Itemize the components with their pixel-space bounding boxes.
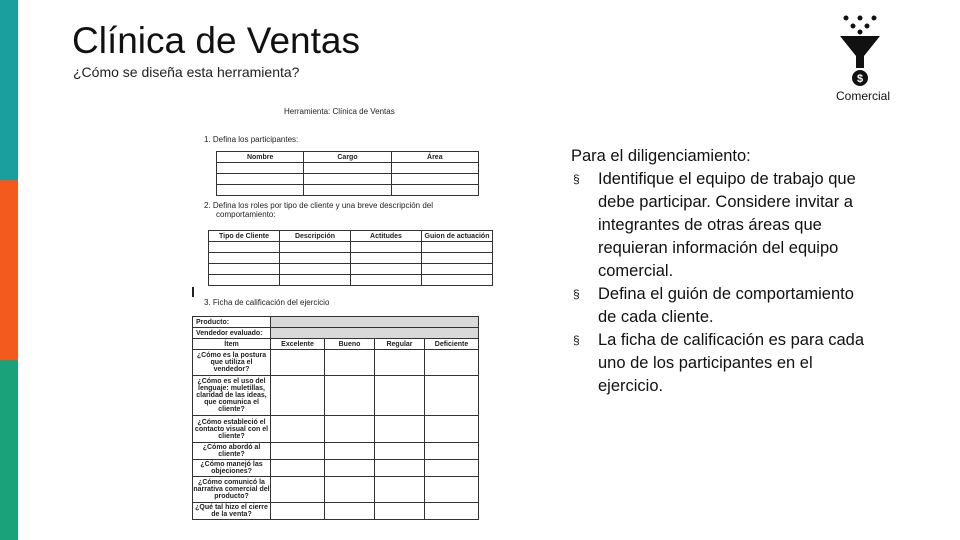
instructions-list xyxy=(571,168,871,398)
stripe-bottom xyxy=(0,360,18,540)
list-item xyxy=(571,329,871,398)
doc-section-2: 2. Defina los roles por tipo de cliente y una breve descripción del xyxy=(204,201,434,210)
list-item xyxy=(571,283,871,329)
item-cell: ¿Cómo es la postura que utiliza el vendedor? xyxy=(193,350,271,376)
instructions-intro: Para el diligenciamiento: xyxy=(571,147,751,165)
doc-title: Herramienta: Clínica de Ventas xyxy=(284,107,395,116)
table-header: Deficiente xyxy=(425,339,479,350)
table-header: Descripción xyxy=(280,231,351,242)
stripe-top xyxy=(0,0,18,180)
item-cell: ¿Cómo manejó las objeciones? xyxy=(193,460,271,477)
table-header: Tipo de Cliente xyxy=(209,231,280,242)
table-header: Actitudes xyxy=(351,231,422,242)
doc-section-1: 1. Defina los participantes: xyxy=(204,135,299,144)
funnel-dollar-icon xyxy=(826,10,894,90)
stripe-middle xyxy=(0,180,18,360)
table-header: Bueno xyxy=(325,339,375,350)
table-header: Guion de actuación xyxy=(422,231,493,242)
product-label: Producto: xyxy=(193,317,271,328)
table-header: Área xyxy=(391,152,478,163)
item-cell: ¿Qué tal hizo el cierre de la venta? xyxy=(193,503,271,520)
table-header: Ítem xyxy=(193,339,271,350)
table-header: Excelente xyxy=(271,339,325,350)
item-cell: ¿Cómo es el uso del lenguaje: muletillas, claridad de las ideas, que comunica el cliente? xyxy=(193,376,271,416)
doc-section-3: 3. Ficha de calificación del ejercicio xyxy=(204,298,330,307)
participants-table xyxy=(216,151,479,196)
table-header: Regular xyxy=(375,339,425,350)
roles-table xyxy=(208,230,493,286)
list-item-text: Identifique el equipo de trabajo que debe participar. Considere invitar a integrantes de otras áreas que requieran información del equipo comercial. xyxy=(598,170,856,280)
bullet-icon: § xyxy=(573,172,580,186)
page-subtitle: ¿Cómo se diseña esta herramienta? xyxy=(73,64,300,80)
item-cell: ¿Cómo comunicó la narrativa comercial del producto? xyxy=(193,477,271,503)
table-header: Nombre xyxy=(217,152,304,163)
seller-label: Vendedor evaluado: xyxy=(193,328,271,339)
text-cursor-mark xyxy=(192,287,194,297)
bullet-icon: § xyxy=(573,287,580,301)
bullet-icon: § xyxy=(573,333,580,347)
svg-text:$: $ xyxy=(856,73,864,85)
logo-label: Comercial xyxy=(836,89,891,103)
page-title: Clínica de Ventas xyxy=(72,20,360,61)
instructions-text xyxy=(571,145,871,398)
tool-document-image xyxy=(190,105,490,520)
table-header: Cargo xyxy=(304,152,391,163)
list-item-text: Defina el guión de comportamiento de cada cliente. xyxy=(598,285,854,326)
item-cell: ¿Cómo estableció el contacto visual con el cliente? xyxy=(193,416,271,443)
list-item-text: La ficha de calificación es para cada uno de los participantes en el ejercicio. xyxy=(598,331,864,395)
doc-section-2-cont: comportamiento: xyxy=(216,210,276,219)
evaluation-table xyxy=(192,316,479,520)
list-item xyxy=(571,168,871,283)
item-cell: ¿Cómo abordó al cliente? xyxy=(193,443,271,460)
